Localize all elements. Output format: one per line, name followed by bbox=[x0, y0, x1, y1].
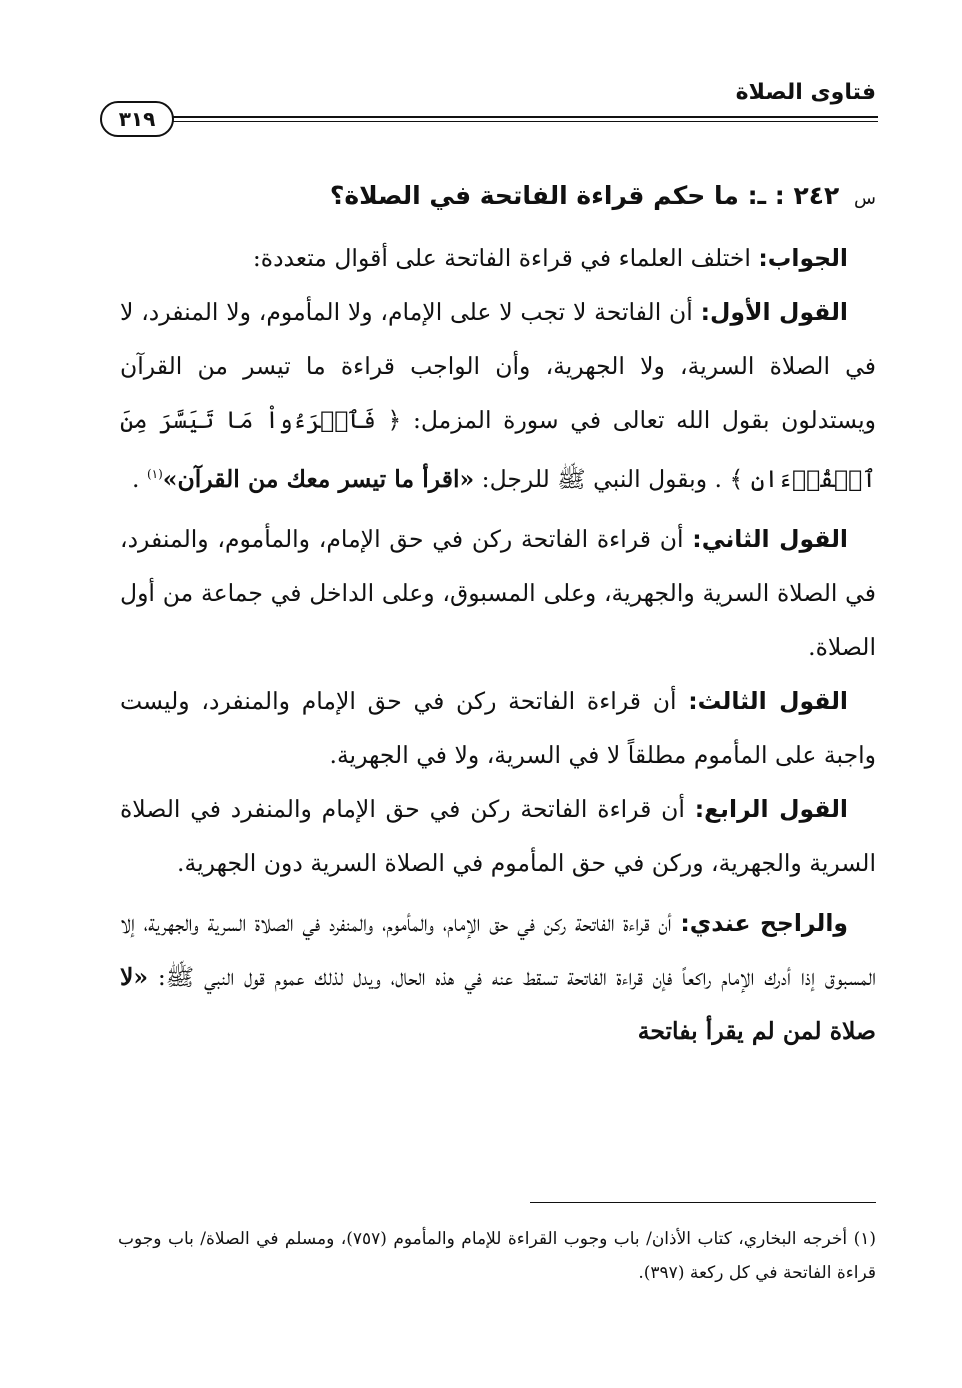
question-number: ٢٤٢ : ـ: bbox=[747, 181, 840, 210]
preferred-lead: والراجح عندي: bbox=[680, 908, 848, 937]
saying-3-lead: القول الثالث: bbox=[688, 686, 848, 715]
hadith-quote-1: «اقرأ ما تيسر معك من القرآن» bbox=[162, 464, 475, 493]
answer-intro-text: اختلف العلماء في قراءة الفاتحة على أقوال متعددة: bbox=[252, 244, 751, 272]
header-rule bbox=[165, 116, 878, 118]
running-header-title: فتاوى الصلاة bbox=[735, 80, 876, 105]
answer-lead: الجواب: bbox=[758, 244, 848, 272]
footnote-separator bbox=[530, 1202, 876, 1203]
footnote-1: (١) أخرجه البخاري، كتاب الأذان/ باب وجوب القراءة للإمام والمأموم (٧٥٧)، ومسلم في الصلاة/ باب وجوب قراءة الفاتحة في كل ركعة (٣٩٧). bbox=[118, 1229, 876, 1283]
saying-3 bbox=[120, 674, 876, 782]
question-heading bbox=[120, 168, 876, 227]
saying-2-lead: القول الثاني: bbox=[692, 524, 848, 553]
saying-4 bbox=[120, 782, 876, 890]
preferred-text: أن قراءة الفاتحة ركن في حق الإمام، والمأموم، والمنفرد في الصلاة السرية والجهرية، إلا المسبوق إذا أدرك الإمام راكعاً فإن قراءة الفاتحة تسقط عنه في هذه الحال، ويدل لذلك عموم قول النبي ﷺ: bbox=[120, 908, 876, 991]
saying-1 bbox=[120, 285, 876, 506]
saying-4-text: أن قراءة الفاتحة ركن في حق الإمام والمنفرد في الصلاة السرية والجهرية، وركن في حق المأموم في الصلاة السرية دون الجهرية. bbox=[120, 794, 876, 877]
saying-2-text: أن قراءة الفاتحة ركن في حق الإمام، والمأموم، والمنفرد، في الصلاة السرية والجهرية، وعلى المسبوق، وعلى الداخل في جماعة من أول الصلاة. bbox=[120, 524, 876, 661]
footnote-ref-1[interactable]: (١) bbox=[146, 467, 163, 481]
hadith-quote-2: «لا صلاة لمن لم يقرأ بفاتحة bbox=[120, 962, 876, 1045]
saying-1-text: أن الفاتحة لا تجب لا على الإمام، ولا المأموم، ولا المنفرد، لا في الصلاة السرية، ولا الجهرية، وأن الواجب قراءة ما تيسر من القرآن ويستدلون بقول الله تعالى في سورة المزمل: bbox=[120, 298, 876, 434]
answer-intro bbox=[120, 231, 876, 285]
quran-verse: ﴿ فَٱقۡرَءُواْ مَا تَيَسَّرَ مِنَ ٱلۡقُرۡءَانِ ﴾ bbox=[120, 406, 876, 493]
saying-2 bbox=[120, 512, 876, 674]
saying-4-lead: القول الرابع: bbox=[694, 794, 848, 823]
saying-1-lead: القول الأول: bbox=[700, 298, 848, 326]
main-text bbox=[120, 168, 876, 1058]
question-text: ما حكم قراءة الفاتحة في الصلاة؟ bbox=[329, 181, 739, 210]
saying-1-after-quran: . وبقول النبي ﷺ للرجل: bbox=[481, 464, 723, 493]
saying-1-end: . bbox=[132, 464, 140, 493]
saying-3-text: أن قراءة الفاتحة ركن في حق الإمام والمنفرد، وليست واجبة على المأموم مطلقاً لا في السرية، ولا في الجهرية. bbox=[120, 686, 876, 769]
question-marker: س bbox=[854, 188, 876, 209]
footnotes bbox=[118, 1222, 876, 1290]
page-number: ٣١٩ bbox=[100, 101, 174, 137]
preferred-opinion bbox=[120, 896, 876, 1058]
header-rule-thin bbox=[165, 121, 878, 122]
